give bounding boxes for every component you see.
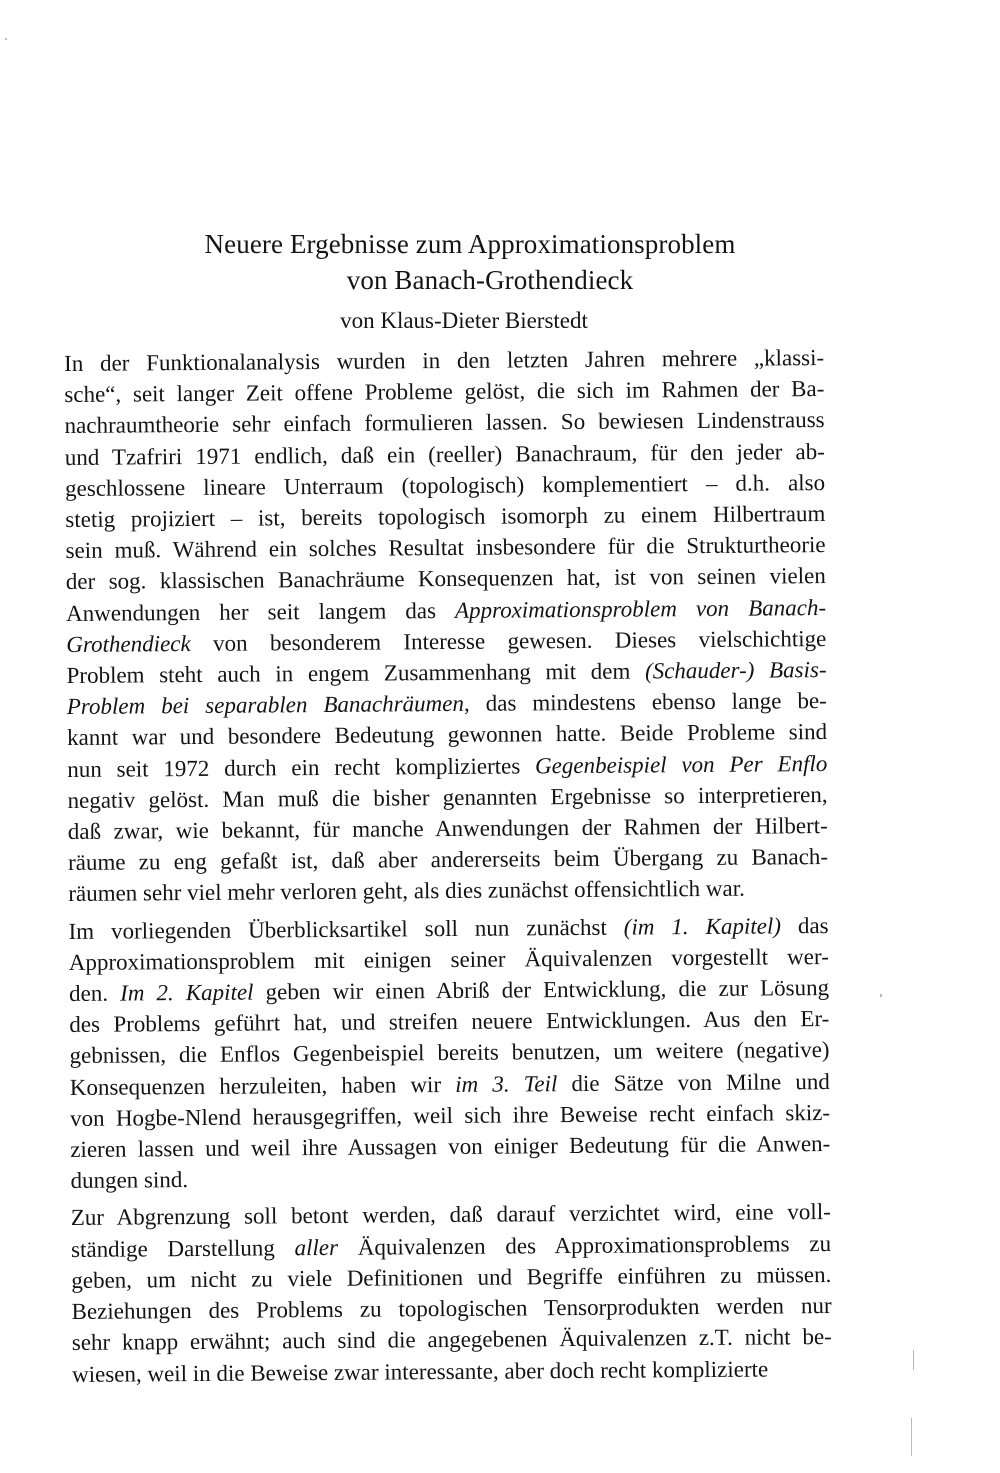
text-line	[72, 1352, 832, 1389]
text-segment: geben wir einen Abriß der Entwicklung, die zur Lösung	[253, 975, 830, 1005]
text-line	[68, 872, 828, 909]
text-segment: räumen sehr viel mehr verloren geht, als dies zunächst offensichtlich war.	[68, 876, 745, 907]
text-segment: nun seit 1972 durch ein recht kompliziertes	[67, 752, 536, 782]
italic-text: Approximationsproblem von Banach-	[454, 594, 827, 623]
text-segment: das	[780, 912, 829, 939]
author-name: von Klaus-Dieter Bierstedt	[340, 308, 588, 333]
italic-text: Grothendieck	[66, 630, 191, 657]
text-segment: Zur Abgrenzung soll betont werden, daß darauf verzichtet wird, eine voll-	[70, 1199, 831, 1231]
title-line-1: Neuere Ergebnisse zum Approximationsproblem	[204, 229, 736, 259]
text-segment: den.	[68, 980, 121, 1007]
text-segment: von Hogbe-Nlend herausgegriffen, weil sich ihre Beweise recht einfach skiz-	[69, 1099, 831, 1131]
text-segment: die Sätze von Milne und	[557, 1068, 830, 1096]
text-segment: der sog. klassischen Banachräume Konsequenzen hat, ist von seinen vielen	[65, 563, 826, 595]
scan-speck	[880, 994, 882, 997]
text-segment: ständige Darstellung	[70, 1234, 295, 1262]
italic-text: Problem bei separablen Banachräumen	[66, 691, 465, 720]
author-line	[0, 305, 1000, 337]
paragraph	[64, 342, 828, 910]
text-segment: daß zwar, wie bekannt, für manche Anwendungen der Rahmen der Hilbert-	[67, 813, 828, 845]
text-segment: Problem steht auch in engem Zusammenhang mit dem	[66, 658, 646, 689]
italic-text: (Schauder-) Basis-	[644, 657, 827, 684]
title-block	[60, 226, 940, 298]
text-segment: des Problems geführt hat, und streifen neuere Entwicklungen. Aus den Er-	[69, 1006, 830, 1038]
text-segment: Äquivalenzen des Approximationsproblems zu	[337, 1230, 832, 1260]
text-segment: nachraumtheorie sehr einfach formulieren lassen. So bewiesen Lindenstrauss	[64, 407, 825, 439]
text-segment: räume zu eng gefaßt ist, daß aber andererseits beim Übergang zu Banach-	[67, 844, 829, 876]
text-segment: dungen sind.	[70, 1167, 189, 1194]
text-segment: Anwendungen her seit langem das	[65, 597, 456, 626]
text-segment: geben, um nicht zu viele Definitionen und Begriffe einführen zu müssen.	[71, 1261, 832, 1293]
scan-speck	[5, 38, 7, 40]
text-segment: sehr knapp erwähnt; auch sind die angegebenen Äquivalenzen z.T. nicht be-	[71, 1324, 832, 1356]
text-segment: Im vorliegenden Überblicksartikel soll nun zunächst	[68, 914, 624, 944]
text-line	[70, 1159, 830, 1196]
text-line	[70, 1128, 830, 1165]
title-line-2: von Banach-Grothendieck	[346, 265, 634, 295]
scan-margin-dots	[913, 1350, 914, 1370]
text-segment: Konsequenzen herzuleiten, haben wir	[69, 1071, 456, 1100]
italic-text: (im 1. Kapitel)	[623, 913, 782, 940]
scan-margin-dots	[911, 1418, 912, 1456]
text-segment: und Tzafriri 1971 endlich, daß ein (reeller) Banachraum, für den jeder ab-	[64, 438, 825, 470]
text-segment: von besonderem Interesse gewesen. Dieses vielschichtige	[190, 625, 827, 656]
paragraph	[68, 910, 830, 1197]
italic-text: Gegenbeispiel von Per Enflo	[534, 750, 828, 778]
text-segment: zieren lassen und weil ihre Aussagen von einiger Bedeutung für die Anwen-	[70, 1131, 831, 1163]
text-segment: gebnissen, die Enflos Gegenbeispiel bereits benutzen, um weitere (negative)	[69, 1037, 830, 1069]
text-segment: sche“, seit langer Zeit offene Probleme gelöst, die sich im Rahmen der Ba-	[64, 376, 825, 408]
text-segment: kannt war und besondere Bedeutung gewonnen hatte. Beide Probleme sind	[66, 719, 828, 751]
italic-text: im 3. Teil	[455, 1070, 558, 1097]
text-segment: sein muß. Während ein solches Resultat insbesondere für die Strukturtheorie	[65, 532, 826, 564]
text-segment: Approximationsproblem mit einigen seiner Äquivalenzen vorgestellt wer-	[68, 943, 829, 975]
text-segment: stetig projiziert – ist, bereits topologisch isomorph zu einem Hilbertraum	[65, 501, 826, 533]
text-segment: wiesen, weil in die Beweise zwar interessante, aber doch recht komplizierte	[71, 1356, 769, 1387]
text-segment: negativ gelöst. Man muß die bisher genannten Ergebnisse so interpretieren,	[67, 781, 828, 813]
text-segment: In der Funktionalanalysis wurden in den letzten Jahren mehrere „klassi-	[64, 345, 825, 376]
text-segment: , das mindestens ebenso lange be-	[463, 688, 827, 717]
body-text	[64, 342, 832, 1390]
italic-text: aller	[294, 1234, 339, 1260]
text-segment: Beziehungen des Problems zu topologischen Tensorprodukten werden nur	[71, 1293, 832, 1325]
italic-text: Im 2. Kapitel	[120, 979, 254, 1006]
paragraph	[71, 1196, 832, 1389]
text-segment: geschlossene lineare Unterraum (topologisch) komplementiert – d.h. also	[65, 469, 826, 501]
